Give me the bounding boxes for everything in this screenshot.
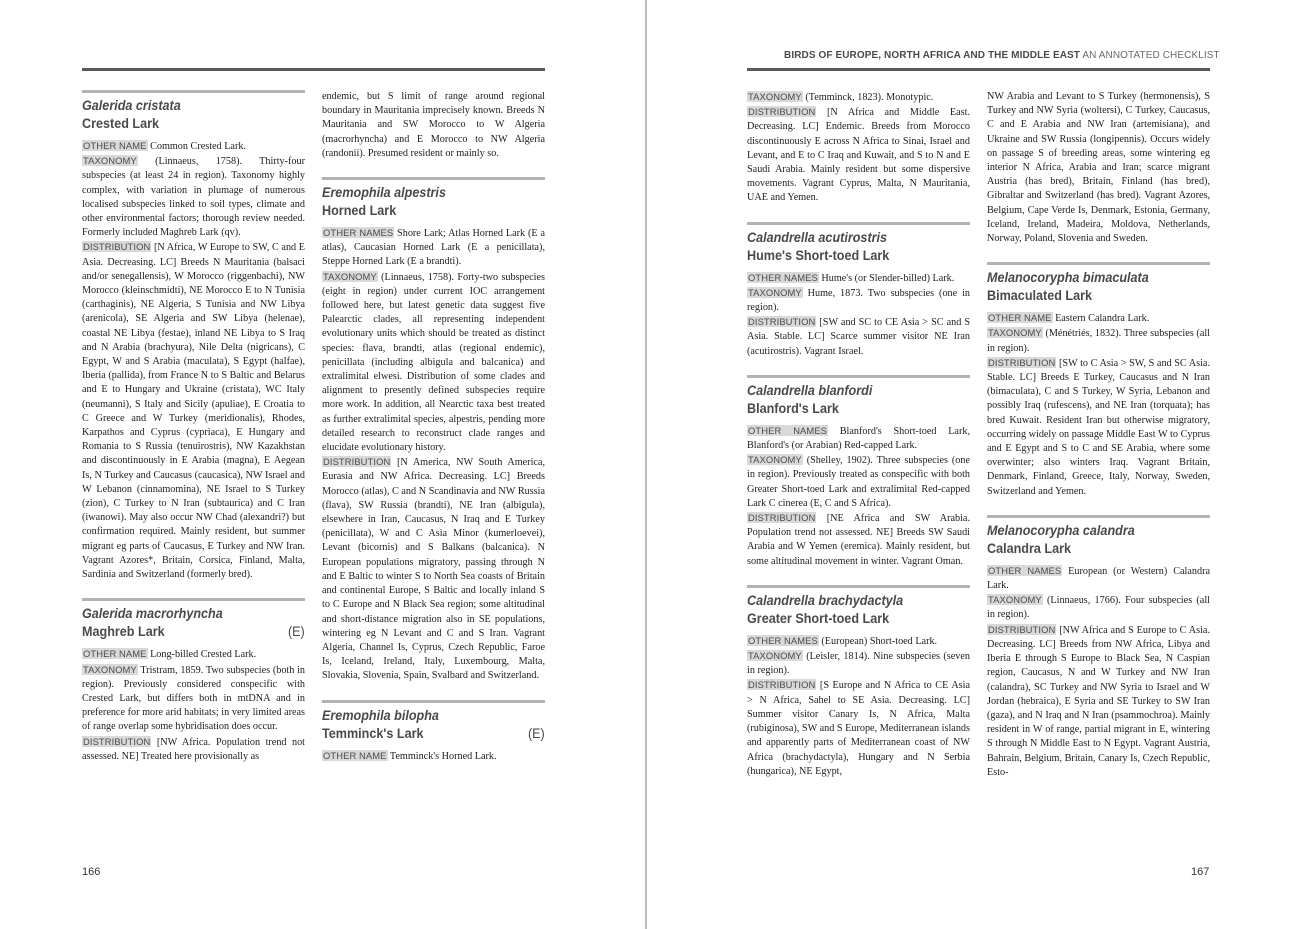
entry-paragraph	[322, 455, 545, 683]
heading-rule	[82, 90, 305, 93]
field-label: TAXONOMY	[748, 286, 802, 298]
heading-rule	[987, 262, 1210, 265]
common-name: Hume's Short-toed Lark	[747, 246, 890, 263]
field-text: (Ménétriés, 1832). Three subspecies (all in region).	[987, 328, 1210, 354]
scientific-name: Eremophila bilopha	[322, 706, 439, 723]
entry-paragraph	[987, 593, 1210, 622]
species-entry	[322, 700, 545, 764]
field-label: OTHER NAMES	[748, 424, 828, 436]
field-text: [NE Africa and SW Arabia. Population trend not assessed. NE] Breeds SW Saudi Arabia and W Yemen (eremica). Mainly resident, but some altitudinal movement in winter. Vagrant Oman.	[747, 513, 970, 567]
heading-rule	[747, 222, 970, 225]
field-text: [N Africa and Middle East. Decreasing. LC] Endemic. Breeds from Morocco discontinuously E across N Africa to Sinai, Israel and Levant, and E to C Iraq and Kuwait, and S to N and E Saudi Arabia. Mainly resident but some dispersive movements. Vagrant Cyprus, Malta, N Mauritania, UAE and Yemen.	[747, 107, 970, 204]
field-label: OTHER NAMES	[323, 227, 394, 239]
top-rule	[82, 68, 545, 71]
field-label: DISTRIBUTION	[83, 735, 151, 747]
field-text: Shore Lark; Atlas Horned Lark (E a atlas), Caucasian Horned Lark (E a penicillata), Steppe Horned Lark (E a brandti).	[322, 228, 545, 268]
field-label: TAXONOMY	[748, 650, 802, 662]
endemic-marker: (E)	[287, 623, 305, 640]
common-name: Horned Lark	[322, 202, 397, 219]
heading-rule	[747, 375, 970, 378]
common-name-row	[322, 724, 545, 742]
entry-paragraph	[987, 90, 1210, 246]
scientific-name: Melanocorypha bimaculata	[987, 269, 1149, 286]
field-label: DISTRIBUTION	[748, 106, 816, 118]
top-rule	[747, 68, 1210, 71]
common-name-row	[322, 201, 545, 219]
common-name-row	[82, 622, 305, 640]
entry-paragraph	[747, 649, 970, 678]
field-text: [N Africa, W Europe to SW, C and E Asia. Decreasing. LC] Breeds N Mauritania (balsaci and/or senegallensis), W Morocco (riggenbachi), NW Morocco (kleinschmidti), NE Morocco E to N Tunisia (carthaginis), NE Algeria, S Tunisia and NW Libya (arenicola), SE Algeria and SW Libya (helenae), coastal NE Libya (festae), inland NE Libya to S Iraq and N Arabia (brachyura), Nile Delta (nigricans), C Egypt, W and S Arabia (maculata), S Egypt (halfae), Iberia (pallida), from France N to S Baltic and Belarus and E to Hungary and Ukraine (cristata), WC Italy (neumanni), S Italy and Sicily (apuliae), E Croatia to C Greece and W Turkey (meridionalis), Rhodes, Karpathos and Cyprus (cypriaca), E Hungary and Romania to S Russia (tenuirostris), NW Kazakhstan and discontinuously in E Arabia (magna), E Aegean Is, N Turkey and Caucasus (caucasica), NW Israel and W Lebanon (cinnamomina), NE Israel to S Turkey (zion), C Turkey to N Iran (subtaurica) and C Iran (iwanowi). May also occur NW Chad (alexandri?) but confirmation required. Mainly resident, but summer migrant eg parts of Caucasus, E Turkey and NW Iran. Vagrant Azores*, Britain, Corsica, Finland, Malta, Sardinia and Switzerland (formerly bred).	[82, 242, 305, 581]
entry-paragraph	[82, 663, 305, 735]
entry-paragraph	[747, 105, 970, 205]
field-text: Hume's (or Slender-billed) Lark.	[818, 272, 955, 284]
common-name: Crested Lark	[82, 115, 160, 131]
field-text: Common Crested Lark.	[147, 141, 246, 152]
field-text: European (or Western) Calandra Lark.	[987, 565, 1211, 592]
field-label: OTHER NAME	[83, 140, 147, 151]
field-label: DISTRIBUTION	[988, 356, 1056, 368]
heading-rule	[322, 700, 545, 703]
species-entry	[322, 90, 545, 161]
common-name: Calandra Lark	[987, 539, 1072, 556]
text-column-3	[747, 90, 970, 795]
scientific-name: Calandrella brachydactyla	[747, 591, 904, 608]
field-text: Blanford's Short-toed Lark, Blanford's (or Arabian) Red-capped Lark.	[747, 425, 970, 452]
scientific-name: Calandrella acutirostris	[747, 228, 888, 245]
right-page	[647, 0, 1292, 929]
species-entry	[747, 222, 970, 359]
entry-paragraph	[82, 154, 305, 240]
common-name: Temminck's Lark	[322, 724, 424, 741]
entry-paragraph	[747, 453, 970, 511]
scientific-name: Galerida macrorhyncha	[82, 605, 223, 622]
entry-paragraph	[82, 139, 305, 154]
field-text: (Linnaeus, 1758). Forty-two subspecies (eight in region) under current IOC arrangement followed here, but latest genetic data suggest five Palearctic clades, all representing independent evolutionary units which should be treated as distinct species: flava, brandti, atlas (regional endemic), penicillata (including albigula and balcanica) and extralimital elwesi. Distribution of some clades and alignment to presently defined subspecies require more work. In addition, all Nearctic taxa best treated as further extralimital species, alpestris, pending more detailed research to reconstruct clade ranges and elucidate evolutionary history.	[322, 271, 545, 454]
species-entry	[987, 90, 1210, 246]
field-text: [NW Africa and S Europe to C Asia. Decreasing. LC] Breeds from NW Africa, Libya and Iberia E through S Europe to Black Sea, N Caspian region, Caucasus, N and W Turkey and NW Iran (calandra), SC Turkey and NW Syria to Israel and W Jordan (hebraica), E Syria and SE Turkey to SW Iran (gaza), and N Iraq and N Iran (psammochroa). Mainly resident in W of range, partial migrant in E, wintering S through N Middle East to N Egypt. Vagrant Austria, Bahrain, Belgium, Britain, Canary Is, Czech Republic, Esto-	[987, 624, 1210, 778]
field-label: TAXONOMY	[748, 91, 802, 102]
common-name: Blanford's Lark	[747, 399, 839, 416]
field-label: OTHER NAMES	[748, 634, 818, 646]
scientific-name: Calandrella blanfordi	[747, 381, 873, 398]
species-entry	[747, 585, 970, 779]
species-entry	[322, 177, 545, 684]
common-name-row	[747, 609, 970, 627]
field-text: [SW and SC to CE Asia > SC and S Asia. Stable. LC] Scarce summer visitor NE Iran (acutirostris). Vagrant Israel.	[747, 317, 970, 357]
field-text: (Temminck, 1823). Monotypic.	[802, 92, 934, 103]
field-text: [NW Africa. Population trend not assessed. NE] Treated here provisionally as	[82, 736, 305, 762]
species-entry	[747, 375, 970, 569]
field-text: [N America, NW South America, Eurasia and NW Africa. Decreasing. LC] Breeds Morocco (atlas), C and N Scandinavia and NW Russia (flava), SW Russia (brandti), NE Iran (albigula), elsewhere in Iran, Caucasus, N Iraq and E Turkey (penicillata), W and C Asia Minor (kumerloevei), Levant (bicornis) and S Balkans (balcanica). N European populations migratory, passing through N and E Baltic to winter S to North Sea coasts of Britain and continental Europe, S Baltic and locally inland S to C Europe and N Black Sea region; some altitudinal and short-distance migration also in SE populations, wintering eg N Levant and C and S Iran. Vagrant Algeria, Channel Is, Cyprus, Czech Republic, Faroe Is, Iceland, Ireland, Italy, Luxembourg, Malta, Slovakia, Slovenia, Spain, Svalbard and Switzerland.	[322, 457, 545, 682]
text-column-1	[82, 90, 305, 780]
entry-paragraph	[987, 564, 1210, 593]
field-text: [SW to C Asia > SW, S and SC Asia. Stable. LC] Breeds E Turkey, Caucasus and N Iran (bimaculata), C and S Turkey, W Syria, Lebanon and possibly Iraq (rufescens), and NE Iran (torquata); has bred Kuwait. Resident Iran but otherwise migratory, occurring widely on passage Middle East W to Cyprus and E Egypt and S to C and SE Arabia, where some overwinter; also winters Iraq. Vagrant Britain, Denmark, Finland, Greece, Italy, Norway, Sweden, Switzerland and Yemen.	[987, 357, 1210, 497]
text-column-4	[987, 90, 1210, 796]
entry-paragraph	[322, 90, 545, 161]
field-text: endemic, but S limit of range around regional boundary in Mauritania imprecisely known. Breeds N Mauritania and SW Morocco to W Algeria (macrorhyncha) and E Morocco to NW Algeria (randonii). Presumed resident or mainly so.	[322, 91, 545, 159]
entry-paragraph	[747, 90, 970, 105]
field-text: Long-billed Crested Lark.	[147, 649, 257, 661]
entry-paragraph	[322, 226, 545, 270]
entry-paragraph	[747, 424, 970, 453]
entry-paragraph	[987, 311, 1210, 326]
field-label: OTHER NAME	[988, 312, 1052, 324]
field-label: OTHER NAMES	[988, 564, 1062, 576]
entry-paragraph	[747, 678, 970, 778]
species-entry	[82, 598, 305, 764]
common-name-row	[747, 399, 970, 417]
entry-paragraph	[747, 286, 970, 315]
scientific-name: Eremophila alpestris	[322, 184, 446, 201]
page-number: 166	[82, 866, 101, 878]
entry-paragraph	[987, 623, 1210, 780]
field-label: TAXONOMY	[988, 327, 1042, 339]
entry-paragraph	[747, 634, 970, 649]
common-name: Maghreb Lark	[82, 623, 165, 640]
entry-paragraph	[82, 240, 305, 582]
common-name: Bimaculated Lark	[987, 287, 1093, 304]
field-text: NW Arabia and Levant to S Turkey (hermonensis), S Turkey and NW Syria (woltersi), C Turkey, Caucasus, C and E Arabia and NW Iran (artemisiana), and Ukraine and SW Russia (longipennis). Occurs widely on passage S of breeding areas, some wintering eg interior N Africa, Arabia and Iran; scarce migrant Austria (has bred), Britain, Finland (has bred), Gibraltar and Switzerland (has bred). Vagrant Azores, Belgium, Cape Verde Is, Denmark, Estonia, Germany, Iceland, Ireland, Madeira, Moldova, Netherlands, Norway, Poland, Slovenia and Sweden.	[987, 91, 1210, 245]
running-head: BIRDS OF EUROPE, NORTH AFRICA AND THE MIDDLE EAST AN ANNOTATED CHECKLIST	[784, 50, 1220, 61]
field-label: TAXONOMY	[83, 663, 137, 675]
endemic-marker: (E)	[527, 724, 545, 741]
field-label: OTHER NAMES	[748, 271, 818, 283]
common-name-row	[747, 246, 970, 264]
field-label: TAXONOMY	[83, 155, 137, 167]
field-label: TAXONOMY	[988, 594, 1042, 606]
field-text: (Shelley, 1902). Three subspecies (one in region). Previously treated as conspecific with both Greater Short-toed Lark and extralimital Red-capped Lark C cinerea (E, C and S Africa).	[747, 455, 970, 509]
field-text: Hume, 1873. Two subspecies (one in region).	[747, 287, 970, 314]
field-text: Temminck's Horned Lark.	[387, 750, 497, 762]
species-entry	[82, 90, 305, 582]
field-text: [S Europe and N Africa to CE Asia > N Africa, Sahel to SE Asia. Decreasing. LC] Summer visitor Canary Is, N Africa, Malta (rubiginosa), SW and S Europe, Mediterranean islands and apparently parts of Mediterranean coast of NW Africa (brachydactyla), Hungary and N Serbia (hungarica), NE Egypt,	[747, 680, 970, 777]
entry-paragraph	[82, 647, 305, 662]
field-label: TAXONOMY	[323, 270, 377, 282]
left-page	[0, 0, 645, 929]
species-entry	[747, 90, 970, 206]
field-text: (Leisler, 1814). Nine subspecies (seven in region).	[747, 651, 970, 677]
field-label: DISTRIBUTION	[323, 456, 391, 468]
entry-paragraph	[322, 749, 545, 764]
species-entry	[987, 515, 1210, 780]
field-label: DISTRIBUTION	[83, 241, 151, 253]
page-number: 167	[1191, 866, 1210, 878]
scientific-name: Melanocorypha calandra	[987, 521, 1135, 538]
heading-rule	[82, 598, 305, 601]
field-label: DISTRIBUTION	[748, 679, 816, 691]
scientific-name: Galerida cristata	[82, 97, 181, 113]
field-text: (European) Short-toed Lark.	[818, 635, 938, 647]
field-label: OTHER NAME	[323, 749, 387, 761]
entry-paragraph	[747, 511, 970, 569]
entry-paragraph	[747, 271, 970, 286]
text-column-2	[322, 90, 545, 780]
species-entry	[987, 262, 1210, 499]
field-text: (Linnaeus, 1758). Thirty-four subspecies (at least 24 in region). Taxonomy highly complex, with variation in plumage of numerous localised subspecies linked to soil types, climate and other environmental factors; thorough review needed. Formerly included Maghreb Lark (qv).	[82, 156, 305, 239]
common-name-row	[987, 539, 1210, 557]
entry-paragraph	[82, 735, 305, 764]
entry-paragraph	[747, 315, 970, 359]
common-name-row	[987, 286, 1210, 304]
field-label: OTHER NAME	[83, 648, 147, 660]
heading-rule	[987, 515, 1210, 518]
field-label: DISTRIBUTION	[748, 512, 816, 524]
field-text: Tristram, 1859. Two subspecies (both in region). Previously considered conspecific with Crested Lark, but differs both in mtDNA and in preference for more arid habitats; in very limited areas of range overlap some hybridisation does occur.	[82, 664, 305, 733]
entry-paragraph	[987, 356, 1210, 499]
field-label: DISTRIBUTION	[748, 316, 816, 328]
common-name-row	[82, 114, 305, 132]
common-name: Greater Short-toed Lark	[747, 609, 890, 626]
field-label: TAXONOMY	[748, 454, 802, 466]
field-text: (Linnaeus, 1766). Four subspecies (all in region).	[987, 595, 1210, 621]
field-label: DISTRIBUTION	[988, 623, 1056, 635]
field-text: Eastern Calandra Lark.	[1052, 313, 1150, 325]
entry-paragraph	[987, 326, 1210, 355]
heading-rule	[747, 585, 970, 588]
heading-rule	[322, 177, 545, 180]
entry-paragraph	[322, 270, 545, 456]
